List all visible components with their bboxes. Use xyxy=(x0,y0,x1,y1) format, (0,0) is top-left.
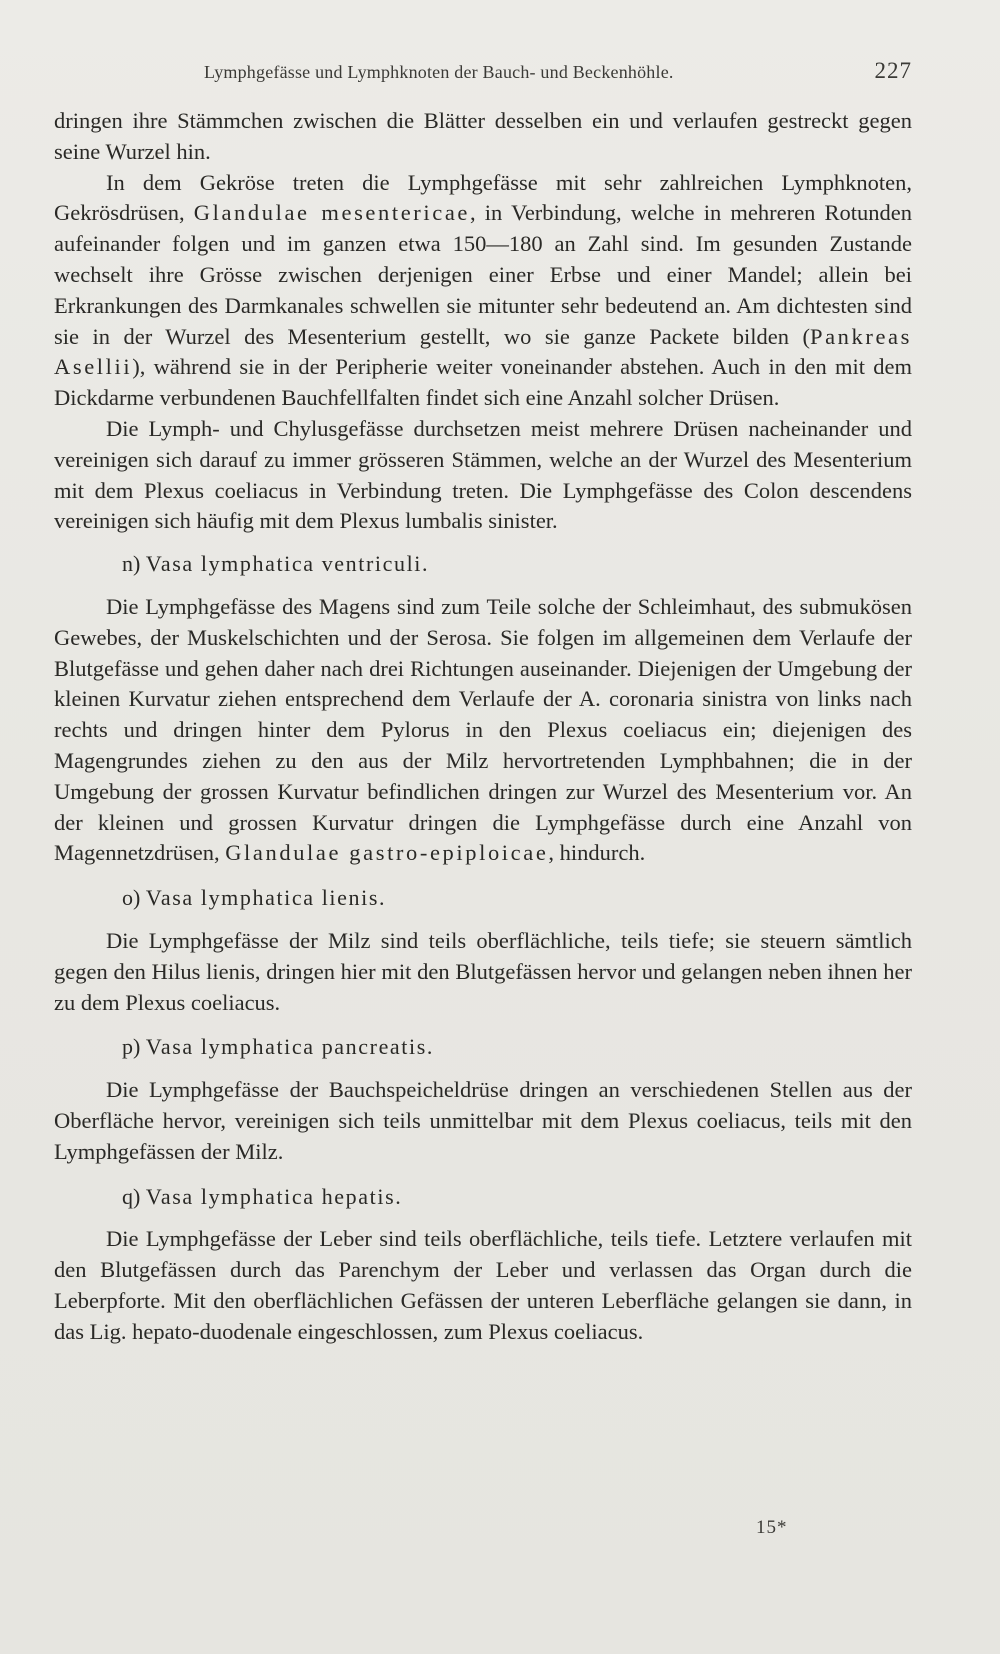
page-body xyxy=(54,106,912,1347)
section-text-lienis: Die Lymphgefässe der Milz sind teils oberflächliche, teils tiefe; sie steuern sämtlich gegen den Hilus lienis, dringen hier mit den Blutgefässen hervor und gelangen neben ihnen her zu dem Plexus coeliacus. xyxy=(54,927,912,1015)
spaced-term: Glandulae mesentericae xyxy=(193,200,471,226)
section-title: Vasa lymphatica ventriculi. xyxy=(145,551,430,577)
signature-mark: 15* xyxy=(756,1517,788,1538)
spaced-term: Glandulae gastro-epiploicae xyxy=(225,840,549,866)
spaced-term: Pankreas Asellii xyxy=(54,323,912,380)
section-heading-hepatis xyxy=(54,1182,912,1213)
running-head xyxy=(54,58,912,88)
paragraph-continuation: dringen ihre Stämmchen zwischen die Blätter desselben ein und verlaufen gestreckt gegen seine Wurzel hin. xyxy=(54,108,912,164)
section-marker: n) xyxy=(122,551,141,577)
section-title: Vasa lymphatica lienis. xyxy=(145,885,387,911)
section-text-pancreatis: Die Lymphgefässe der Bauchspeicheldrüse dringen an verschiedenen Stellen aus der Oberfläche hervor, vereinigen sich teils unmittelbar mit dem Plexus coeliacus, teils mit den Lymphgefässen der Milz. xyxy=(54,1077,912,1164)
section-marker: p) xyxy=(122,1034,141,1060)
section-marker: q) xyxy=(122,1183,141,1209)
paragraph-chylus: Die Lymph- und Chylusgefässe durchsetzen meist mehrere Drüsen nacheinander und vereinigen sich darauf zu immer grösseren Stämmen, welche an der Wurzel des Mesenterium mit dem Plexus coeliacus in Verbindung treten. Die Lymphgefässe des Colon descendens vereinigen sich häufig mit dem Plexus lumbalis sinister. xyxy=(54,415,912,534)
running-title: Lymphgefässe und Lymphknoten der Bauch- und Beckenhöhle. xyxy=(204,62,674,82)
paragraph-gekroese: In dem Gekröse treten die Lymphgefässe mit sehr zahlreichen Lymphknoten, Gekrösdrüsen, Glandulae mesentericae, in Verbindung, welche in mehreren Rotunden aufeinander folgen und im ganzen etwa 150—180 an Zahl sind. Im gesunden Zustande wechselt ihre Grösse zwischen derjenigen einer Erbse und einer Mandel; allein bei Erkrankungen des Darmkanales schwellen sie mitunter sehr bedeutend an. Am dichtesten sind sie in der Wurzel des Mesenterium gestellt, wo sie ganze Packete bilden (Pankreas Asellii), während sie in der Peripherie weiter voneinander abstehen. Auch in den mit dem Dickdarme verbundenen Bauchfellfalten findet sich eine Anzahl solcher Drüsen. xyxy=(54,169,912,411)
section-marker: o) xyxy=(122,885,141,911)
section-heading-lienis xyxy=(54,883,912,914)
section-text-hepatis: Die Lymphgefässe der Leber sind teils oberflächliche, teils tiefe. Letztere verlaufen mit den Blutgefässen durch das Parenchym der Leber und verlassen das Organ durch die Leberpforte. Mit den oberflächlichen Gefässen der unteren Leberfläche gelangen sie dann, in das Lig. hepato-duodenale eingeschlossen, zum Plexus coeliacus. xyxy=(54,1226,912,1344)
section-heading-pancreatis xyxy=(54,1032,912,1063)
section-title: Vasa lymphatica hepatis. xyxy=(145,1183,403,1209)
section-title: Vasa lymphatica pancreatis. xyxy=(145,1034,434,1060)
section-heading-ventriculi xyxy=(54,549,912,580)
page-number: 227 xyxy=(874,58,912,83)
section-text-ventriculi: Die Lymphgefässe des Magens sind zum Teile solche der Schleimhaut, des submukösen Gewebes, der Muskelschichten und der Serosa. Sie folgen im allgemeinen dem Verlaufe der Blutgefässe und gehen daher nach drei Richtungen auseinander. Diejenigen der Umgebung der kleinen Kurvatur ziehen entsprechend dem Verlaufe der A. coronaria sinistra von links nach rechts und dringen hinter dem Pylorus in den Plexus coeliacus ein; diejenigen des Magengrundes ziehen zu den aus der Milz hervortretenden Lymphbahnen; die in der Umgebung der grossen Kurvatur befindlichen dringen zur Wurzel des Mesenterium vor. An der kleinen und grossen Kurvatur dringen die Lymphgefässe durch eine Anzahl von Magennetzdrüsen, Glandulae gastro-epiploicae, hindurch. xyxy=(54,593,912,866)
